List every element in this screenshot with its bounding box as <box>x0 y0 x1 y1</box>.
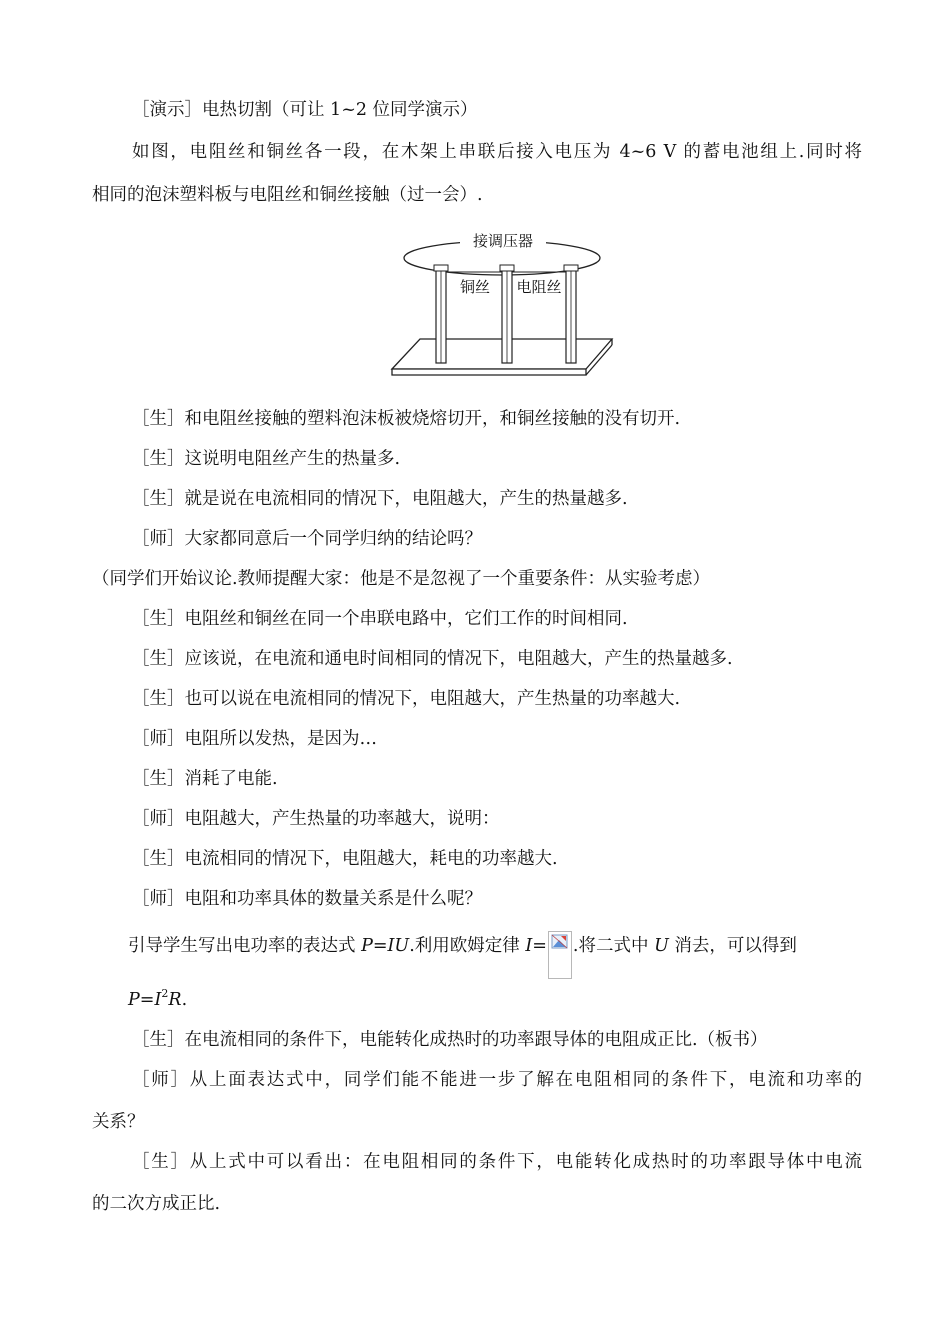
dialogue-line: ［师］从上面表达式中，同学们能不能进一步了解在电阻相同的条件下，电流和功率的 <box>132 1070 862 1090</box>
dialogue-line: ［师］电阻越大，产生热量的功率越大，说明： <box>132 809 500 829</box>
dialogue-line: ［生］从上式中可以看出：在电阻相同的条件下，电能转化成热时的功率跟导体中电流 <box>132 1152 862 1172</box>
dialogue-line: ［生］这说明电阻丝产生的热量多. <box>132 449 401 469</box>
dialogue-line: ［生］电阻丝和铜丝在同一个串联电路中，它们工作的时间相同. <box>132 609 628 629</box>
var-i: I <box>525 936 533 956</box>
paragraph-line: 关系？ <box>92 1112 145 1132</box>
resistance-wire-label: 电阻丝 <box>516 278 562 296</box>
dialogue-line: ［师］大家都同意后一个同学归纳的结论吗？ <box>132 529 482 549</box>
demo-heading: ［演示］电热切割（可让 1~2 位同学演示） <box>132 100 478 120</box>
base-edge <box>392 369 586 375</box>
note-line: （同学们开始议论.教师提醒大家：他是不是忽视了一个重要条件：从实验考虑） <box>92 569 711 589</box>
dialogue-line: ［生］消耗了电能. <box>132 769 278 789</box>
var-iu: IU <box>387 936 410 956</box>
formula-result: $P=I^2R$. <box>128 987 188 1010</box>
dialogue-line: ［师］电阻所以发热，是因为… <box>132 729 377 749</box>
paragraph-line: 相同的泡沫塑料板与电阻丝和铜丝接触（过一会）. <box>92 185 483 205</box>
formula-paragraph: 引导学生写出电功率的表达式 P=IU.利用欧姆定律 I= .将二式中 U 消去，可以得到 <box>128 931 797 979</box>
post-right <box>564 265 578 363</box>
dialogue-line: ［生］应该说，在电流和通电时间相同的情况下，电阻越大，产生的热量越多. <box>132 649 733 669</box>
post-left <box>434 265 448 363</box>
dialogue-line: ［生］就是说在电流相同的情况下，电阻越大，产生的热量越多. <box>132 489 628 509</box>
paragraph-line: 的二次方成正比. <box>92 1194 221 1214</box>
post-middle <box>500 265 514 363</box>
copper-wire-label: 铜丝 <box>459 278 491 296</box>
dialogue-line: ［生］在电流相同的条件下，电能转化成热时的功率跟导体的电阻成正比.（板书） <box>132 1030 768 1050</box>
dialogue-line: ［生］和电阻丝接触的塑料泡沫板被烧熔切开，和铜丝接触的没有切开. <box>132 409 681 429</box>
var-p: P <box>361 936 373 956</box>
dialogue-line: ［生］也可以说在电流相同的情况下，电阻越大，产生热量的功率越大. <box>132 689 681 709</box>
experiment-figure <box>386 225 616 381</box>
dialogue-line: ［师］电阻和功率具体的数量关系是什么呢？ <box>132 889 482 909</box>
top-label: 接调压器 <box>472 232 534 250</box>
paragraph-line: 如图，电阻丝和铜丝各一段，在木架上串联后接入电压为 4~6 V 的蓄电池组上.同时将 <box>132 142 862 162</box>
var-u: U <box>654 936 669 956</box>
broken-image-icon <box>548 931 572 979</box>
dialogue-line: ［生］电流相同的情况下，电阻越大，耗电的功率越大. <box>132 849 558 869</box>
